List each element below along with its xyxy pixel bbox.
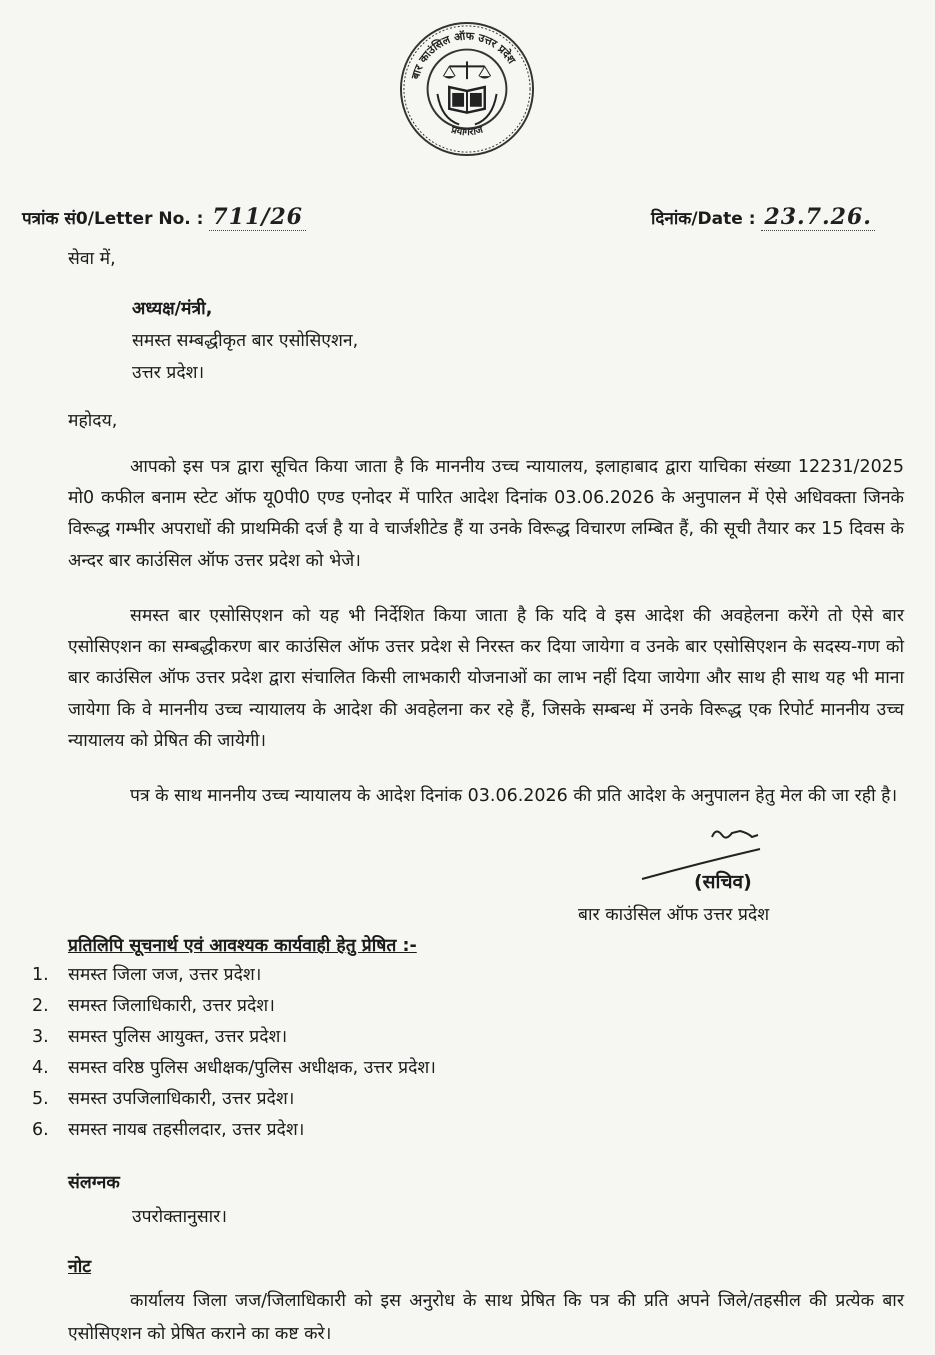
note-text: कार्यालय जिला जज/जिलाधिकारी को इस अनुरोध के साथ प्रेषित कि पत्र की प्रति अपने जिले/तहसील की प्रत्येक बार एसोसिएशन को प्रेषित कराने का कष्ट करे। xyxy=(68,1291,904,1344)
enclosure-value: उपरोक्तानुसार। xyxy=(132,1207,227,1227)
date-value: 23.7.26. xyxy=(761,204,875,231)
body-paragraph-2: समस्त बार एसोसिएशन को यह भी निर्देशित किया जाता है कि यदि वे इस आदेश की अवहेलना करेंगे तो ऐसे बार एसोसिएशन का सम्बद्धीकरण बार काउंसिल ऑफ उत्तर प्रदेश से निरस्त कर दिया जायेगा व उनके बार एसोसिएशन के सदस्य-गण को बार काउंसिल ऑफ उत्तर प्रदेश द्वारा संचालित किसी लाभकारी योजनाओं का लाभ नहीं दिया जायेगा और साथ ही साथ यह भी माना जायेगा कि वे माननीय उच्च न्यायालय के आदेश की अवहेलना कर रहे हैं, जिसके सम्बन्ध में उनके विरूद्ध एक रिपोर्ट माननीय उच्च न्यायालय को प्रेषित की जायेगी। xyxy=(68,606,904,751)
list-item: 2. समस्त जिलाधिकारी, उत्तर प्रदेश। xyxy=(32,996,275,1016)
list-item: 5. समस्त उपजिलाधिकारी, उत्तर प्रदेश। xyxy=(32,1089,295,1109)
recipient-line-3: उत्तर प्रदेश। xyxy=(132,363,205,383)
letter-number xyxy=(22,204,306,230)
bar-council-seal-icon xyxy=(398,20,536,158)
note-label: नोट xyxy=(68,1257,92,1277)
svg-text:प्रयागराज xyxy=(449,124,485,138)
letter-number-label: पत्रांक सं0/Letter No. : xyxy=(22,209,204,229)
signatory-org: बार काउंसिल ऑफ उत्तर प्रदेश xyxy=(578,905,770,925)
signatory-title: (सचिव) xyxy=(694,871,752,893)
greeting: महोदय, xyxy=(68,411,118,431)
body-paragraph-1: आपको इस पत्र द्वारा सूचित किया जाता है कि माननीय उच्च न्यायालय, इलाहाबाद द्वारा याचिका संख्या 12231/2025 मो0 कफील बनाम स्टेट ऑफ यू0पी0 एण्ड एनोदर में पारित आदेश दिनांक 03.06.2026 के अनुपालन में ऐसे अधिवक्ता जिनके विरूद्ध गम्भीर अपराधों की प्राथमिकी दर्ज है या वे चार्जशीटेड हैं या उनके विरूद्ध विचारण लम्बित हैं, की सूची तैयार कर 15 दिवस के अन्दर बार काउंसिल ऑफ उत्तर प्रदेश को भेजे। xyxy=(68,457,904,571)
list-item: 6. समस्त नायब तहसीलदार, उत्तर प्रदेश। xyxy=(32,1120,305,1140)
list-item: 1. समस्त जिला जज, उत्तर प्रदेश। xyxy=(32,965,262,985)
enclosure-label: संलग्नक xyxy=(68,1173,120,1193)
date-label: दिनांक/Date : xyxy=(651,209,756,229)
copy-list xyxy=(32,960,436,1146)
seal-ring-text: बार काउंसिल ऑफ उत्तर प्रदेश xyxy=(408,29,519,81)
recipient-line-1: अध्यक्ष/मंत्री, xyxy=(132,299,213,319)
copy-heading: प्रतिलिपि सूचनार्थ एवं आवश्यक कार्यवाही हेतु प्रेषित :- xyxy=(68,936,417,956)
recipient-line-2: समस्त सम्बद्धीकृत बार एसोसिएशन, xyxy=(132,331,359,351)
seal-place-text: प्रयागराज xyxy=(449,124,485,139)
list-item: 3. समस्त पुलिस आयुक्त, उत्तर प्रदेश। xyxy=(32,1027,288,1047)
body-paragraph-3: पत्र के साथ माननीय उच्च न्यायालय के आदेश दिनांक 03.06.2026 की प्रति आदेश के अनुपालन हेतु मेल की जा रही है। xyxy=(130,786,898,806)
letter-date xyxy=(651,204,875,230)
letter-number-value: 711/26 xyxy=(209,204,306,231)
list-item: 4. समस्त वरिष्ठ पुलिस अधीक्षक/पुलिस अधीक्षक, उत्तर प्रदेश। xyxy=(32,1058,436,1078)
salutation: सेवा में, xyxy=(68,249,116,269)
